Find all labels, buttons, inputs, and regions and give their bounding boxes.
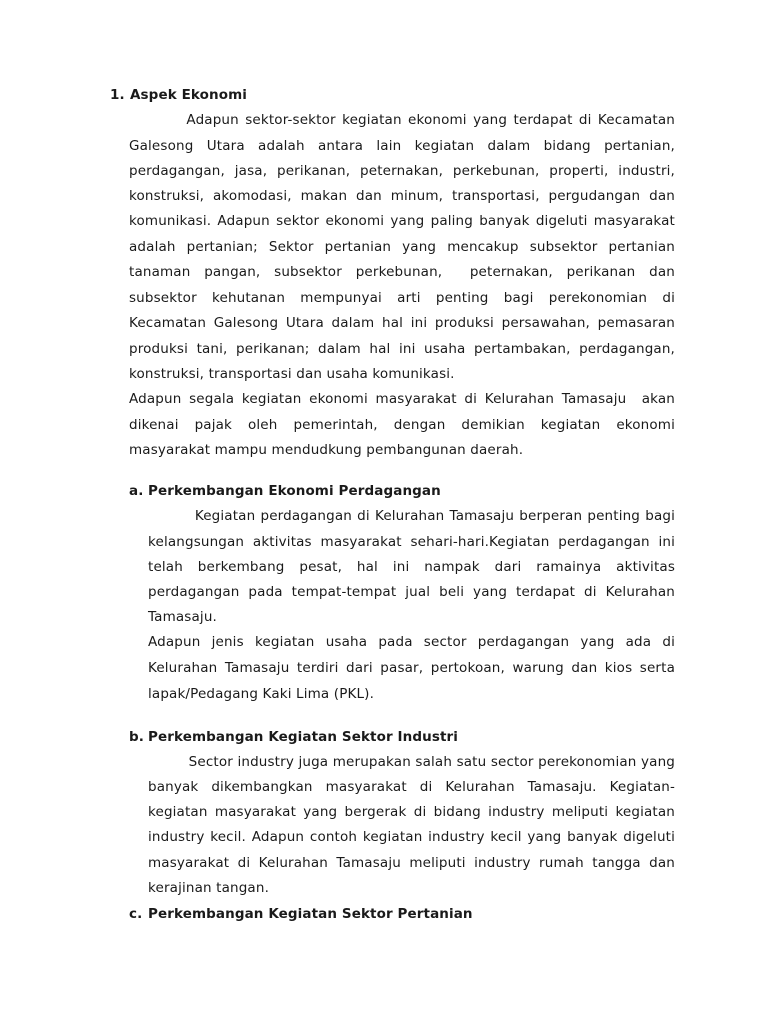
paragraph-line: telah berkembang pesat, hal ini nampak dari ramainya aktivitas (148, 559, 675, 575)
subsection-heading-c (129, 906, 473, 923)
section-title: Aspek Ekonomi (130, 87, 247, 103)
section-heading-aspek-ekonomi (110, 87, 247, 104)
subsection-title: Perkembangan Kegiatan Sektor Industri (148, 729, 458, 745)
paragraph-line: perdagangan pada tempat-tempat jual beli yang terdapat di Kelurahan (148, 584, 675, 600)
paragraph-line: Galesong Utara adalah antara lain kegiatan dalam bidang pertanian, (129, 138, 675, 154)
paragraph-line: masyarakat di Kelurahan Tamasaju meliputi industry rumah tangga dan (148, 855, 675, 871)
paragraph-line: Tamasaju. (148, 609, 217, 625)
paragraph-line: tanaman pangan, subsektor perkebunan, peternakan, perikanan dan (129, 264, 675, 280)
subsection-title: Perkembangan Ekonomi Perdagangan (148, 483, 441, 499)
paragraph-line: kerajinan tangan. (148, 880, 270, 896)
paragraph-line: produksi tani, perikanan; dalam hal ini usaha pertambakan, perdagangan, (129, 341, 675, 357)
section-number: 1. (110, 87, 125, 103)
subsection-letter: a. (129, 483, 144, 499)
paragraph-line: Kecamatan Galesong Utara dalam hal ini produksi persawahan, pemasaran (129, 315, 675, 331)
paragraph-line: konstruksi, akomodasi, makan dan minum, transportasi, pergudangan dan (129, 188, 675, 204)
paragraph-line: dikenai pajak oleh pemerintah, dengan demikian kegiatan ekonomi (129, 417, 675, 433)
paragraph-line: industry kecil. Adapun contoh kegiatan industry kecil yang banyak digeluti (148, 829, 675, 845)
paragraph-line: Sector industry juga merupakan salah satu sector perekonomian yang (148, 754, 675, 770)
paragraph-line: Adapun segala kegiatan ekonomi masyarakat di Kelurahan Tamasaju akan (129, 391, 675, 407)
subsection-heading-b (129, 729, 458, 746)
paragraph-line: Adapun sektor-sektor kegiatan ekonomi yang terdapat di Kecamatan (129, 112, 675, 128)
paragraph-line: banyak dikembangkan masyarakat di Kelurahan Tamasaju. Kegiatan- (148, 779, 675, 795)
paragraph-line: adalah pertanian; Sektor pertanian yang mencakup subsektor pertanian (129, 239, 675, 255)
paragraph-line: lapak/Pedagang Kaki Lima (PKL). (148, 686, 375, 702)
subsection-letter: c. (129, 906, 143, 922)
paragraph-line: kegiatan masyarakat yang bergerak di bidang industry meliputi kegiatan (148, 804, 675, 820)
subsection-heading-a (129, 483, 441, 500)
paragraph-line: komunikasi. Adapun sektor ekonomi yang paling banyak digeluti masyarakat (129, 213, 675, 229)
paragraph-line: Kegiatan perdagangan di Kelurahan Tamasaju berperan penting bagi (148, 508, 675, 524)
paragraph-line: konstruksi, transportasi dan usaha komunikasi. (129, 366, 455, 382)
paragraph-line: Adapun jenis kegiatan usaha pada sector perdagangan yang ada di (148, 634, 675, 650)
subsection-title: Perkembangan Kegiatan Sektor Pertanian (148, 906, 473, 922)
subsection-letter: b. (129, 729, 144, 745)
paragraph-line: kelangsungan aktivitas masyarakat sehari-hari.Kegiatan perdagangan ini (148, 534, 675, 550)
paragraph-line: subsektor kehutanan mempunyai arti penting bagi perekonomian di (129, 290, 675, 306)
paragraph-line: Kelurahan Tamasaju terdiri dari pasar, pertokoan, warung dan kios serta (148, 660, 675, 676)
paragraph-line: masyarakat mampu mendudkung pembangunan daerah. (129, 442, 524, 458)
paragraph-line: perdagangan, jasa, perikanan, peternakan, perkebunan, properti, industri, (129, 163, 675, 179)
